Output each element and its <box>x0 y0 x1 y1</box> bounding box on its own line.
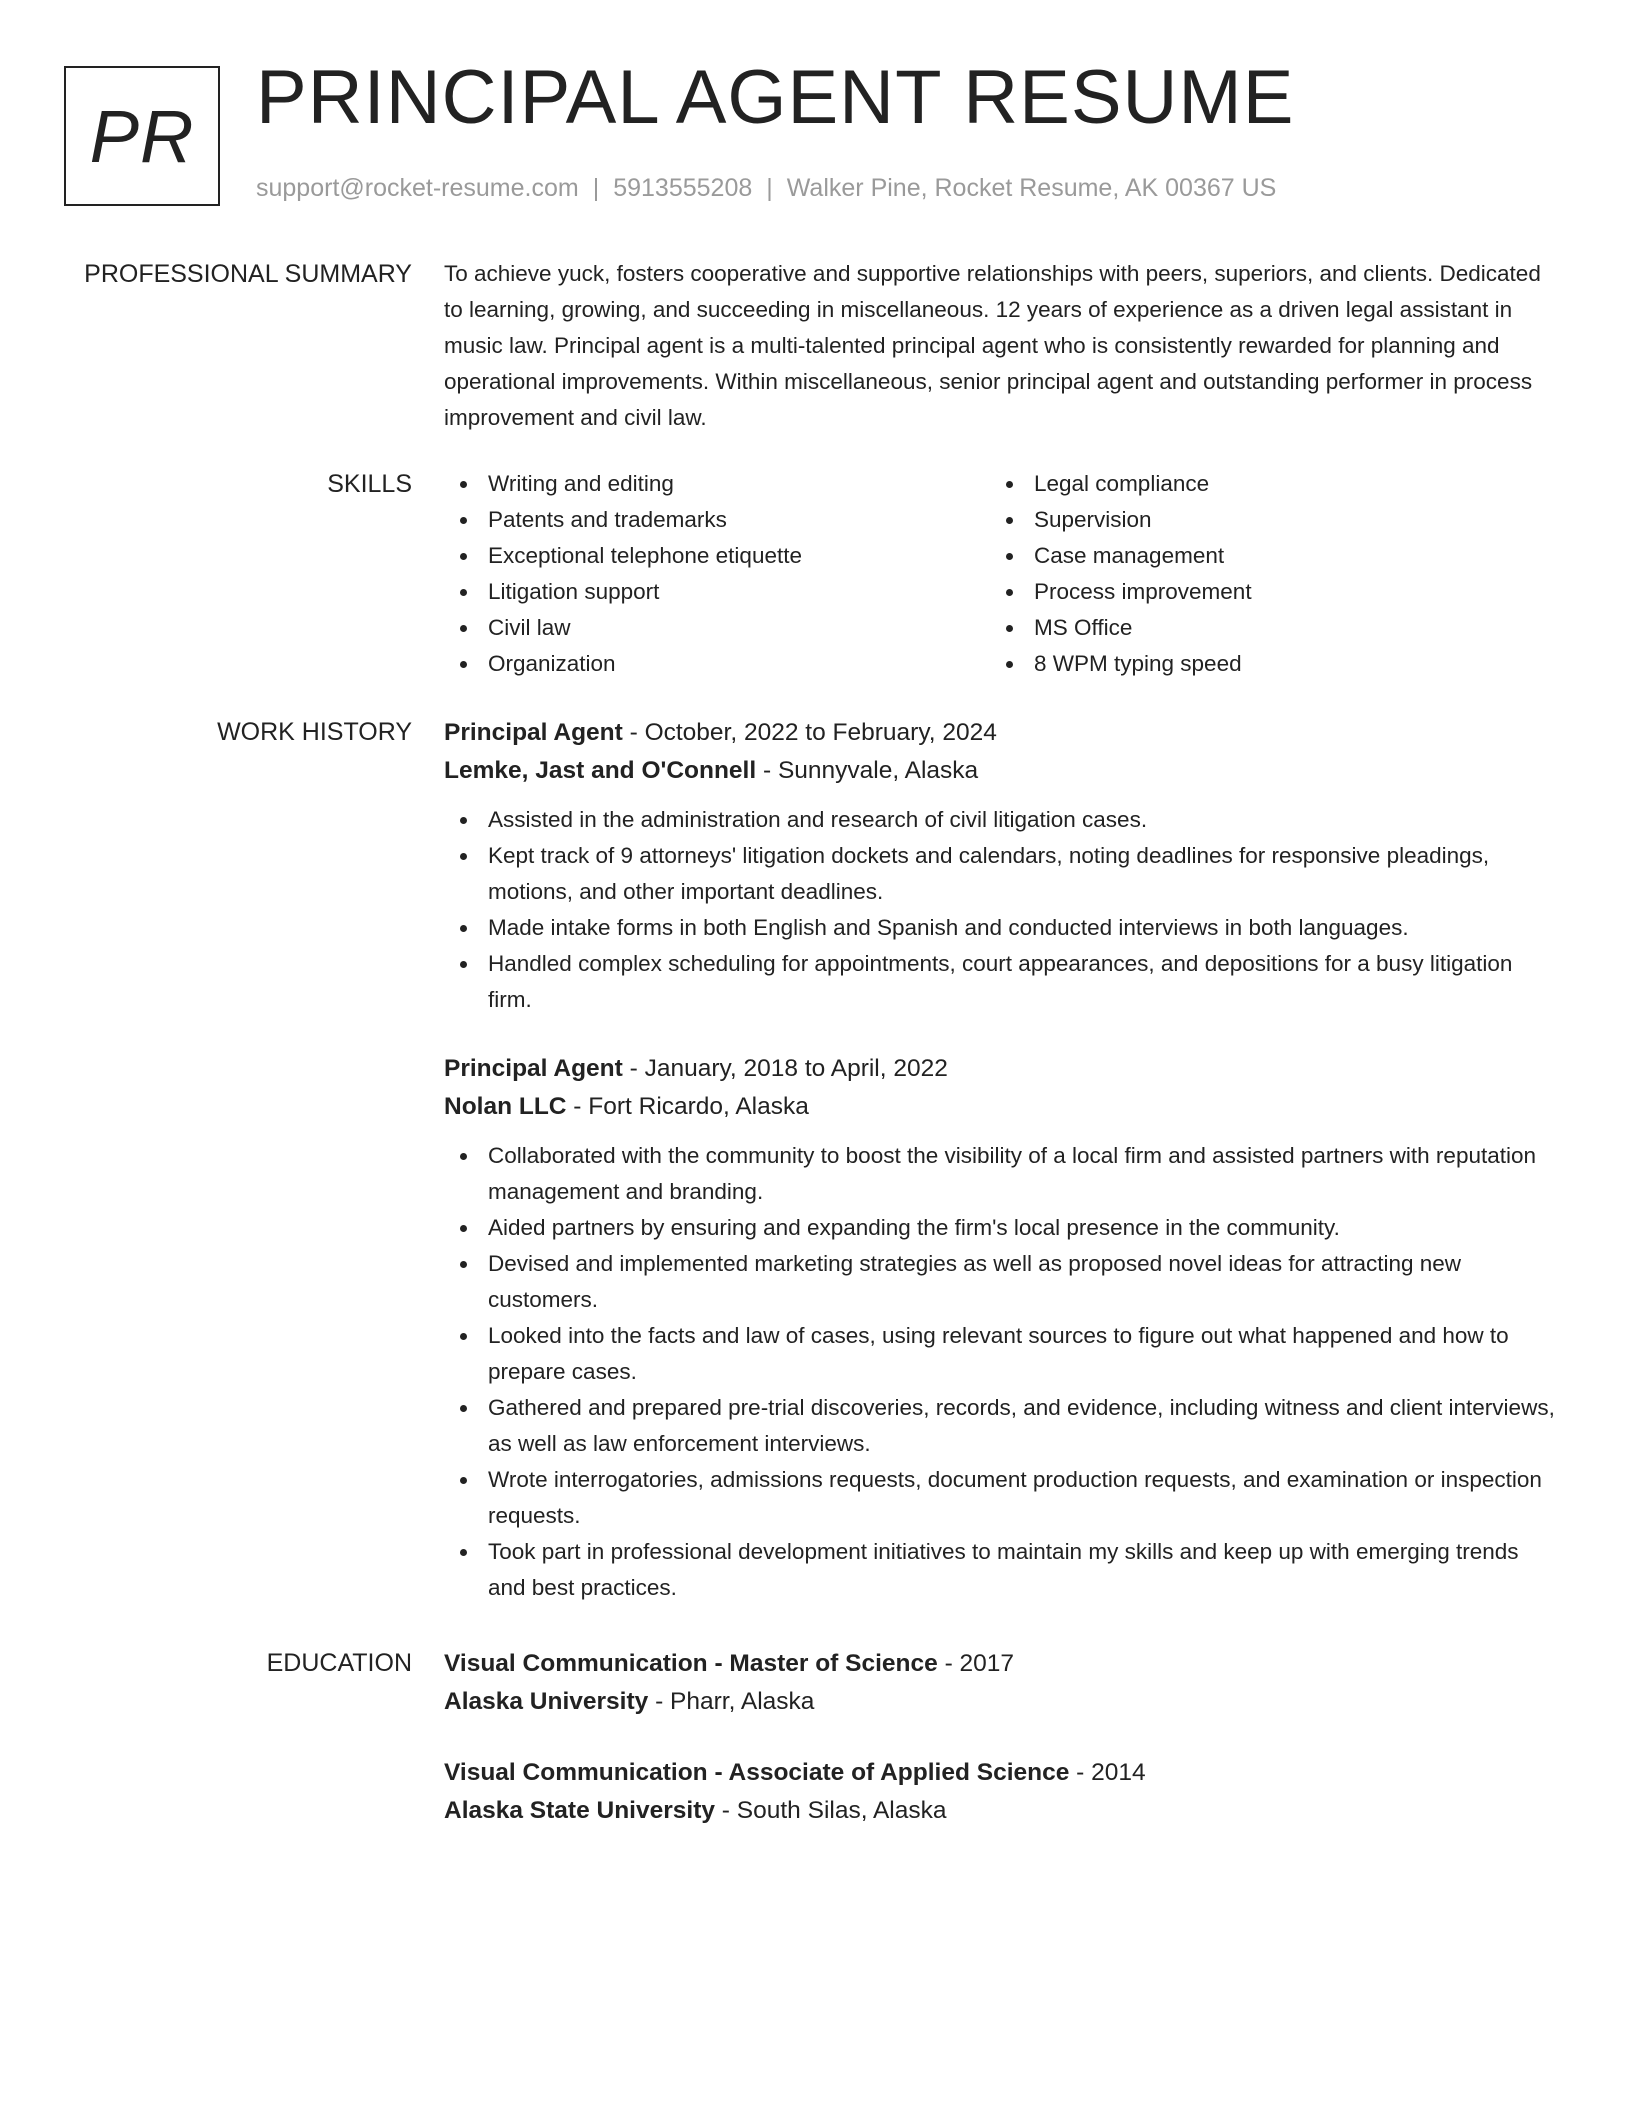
job-bullet: Handled complex scheduling for appointments, court appearances, and depositions for a busy litigation firm. <box>444 946 1560 1018</box>
contact-email: support@rocket-resume.com <box>256 174 579 202</box>
skills-left-column <box>444 466 990 682</box>
job-bullet: Took part in professional development initiatives to maintain my skills and keep up with emerging trends and best practices. <box>444 1534 1560 1606</box>
skill-item: Organization <box>444 646 990 682</box>
education-location: - South Silas, Alaska <box>715 1797 947 1824</box>
education-school-line <box>444 1792 1560 1830</box>
education-body <box>444 1645 1560 1830</box>
job-location: - Fort Ricardo, Alaska <box>566 1093 809 1120</box>
job-title-line <box>444 1050 1560 1088</box>
job-bullet: Aided partners by ensuring and expanding the firm's local presence in the community. <box>444 1210 1560 1246</box>
education-entry <box>444 1754 1560 1830</box>
job-bullet: Looked into the facts and law of cases, using relevant sources to figure out what happened and how to prepare cases. <box>444 1318 1560 1390</box>
education-degree: Visual Communication - Associate of Applied Science <box>444 1759 1070 1786</box>
education-school-line <box>444 1683 1560 1721</box>
education-school: Alaska University <box>444 1688 649 1715</box>
job-dates: - October, 2022 to February, 2024 <box>622 719 997 746</box>
job-dates: - January, 2018 to April, 2022 <box>622 1055 948 1082</box>
education-year: - 2014 <box>1069 1759 1146 1786</box>
job-bullet: Kept track of 9 attorneys' litigation dockets and calendars, noting deadlines for responsive pleadings, motions, and other important deadlines. <box>444 838 1560 910</box>
job-entry <box>444 1050 1560 1606</box>
job-bullet: Devised and implemented marketing strategies as well as proposed novel ideas for attracting new customers. <box>444 1246 1560 1318</box>
education-heading: EDUCATION <box>266 1649 412 1677</box>
job-company: Nolan LLC <box>444 1093 567 1120</box>
summary-heading: PROFESSIONAL SUMMARY <box>84 260 412 288</box>
job-company: Lemke, Jast and O'Connell <box>444 757 757 784</box>
work-history-heading: WORK HISTORY <box>217 718 412 746</box>
job-bullet: Made intake forms in both English and Spanish and conducted interviews in both languages. <box>444 910 1560 946</box>
job-bullet: Collaborated with the community to boost the visibility of a local firm and assisted partners with reputation management and branding. <box>444 1138 1560 1210</box>
job-title: Principal Agent <box>444 719 623 746</box>
skills-heading: SKILLS <box>327 470 412 498</box>
education-entry <box>444 1645 1560 1721</box>
education-school: Alaska State University <box>444 1797 715 1824</box>
education-location: - Pharr, Alaska <box>648 1688 815 1715</box>
education-degree: Visual Communication - Master of Science <box>444 1650 938 1677</box>
skills-body <box>444 466 1560 682</box>
work-history-body <box>444 714 1560 1606</box>
job-bullet: Assisted in the administration and research of civil litigation cases. <box>444 802 1560 838</box>
monogram-initials: PR <box>89 94 195 178</box>
job-bullet: Gathered and prepared pre-trial discoveries, records, and evidence, including witness and client interviews, as well as law enforcement interviews. <box>444 1390 1560 1462</box>
skill-item: Writing and editing <box>444 466 990 502</box>
job-bullet: Wrote interrogatories, admissions requests, document production requests, and examination or inspection requests. <box>444 1462 1560 1534</box>
skill-item: Litigation support <box>444 574 990 610</box>
skill-item: Supervision <box>990 502 1536 538</box>
education-year: - 2017 <box>937 1650 1015 1677</box>
skill-item: Civil law <box>444 610 990 646</box>
skill-item: Process improvement <box>990 574 1536 610</box>
job-company-line <box>444 1088 1560 1126</box>
skills-right-column <box>990 466 1536 682</box>
job-location: - Sunnyvale, Alaska <box>756 757 979 784</box>
skill-item: Patents and trademarks <box>444 502 990 538</box>
education-degree-line <box>444 1754 1560 1792</box>
contact-phone: 5913555208 <box>613 174 753 202</box>
job-title: Principal Agent <box>444 1055 623 1082</box>
summary-body <box>444 256 1560 436</box>
skill-item: Exceptional telephone etiquette <box>444 538 990 574</box>
contact-line <box>256 174 1276 203</box>
job-bullets <box>444 802 1560 1018</box>
skill-item: Case management <box>990 538 1536 574</box>
contact-address: Walker Pine, Rocket Resume, AK 00367 US <box>786 174 1277 202</box>
job-entry <box>444 714 1560 1018</box>
summary-text: To achieve yuck, fosters cooperative and supportive relationships with peers, superiors, and clients. Dedicated to learning, growing, and succeeding in miscellaneous. 12 years of experience as a driven legal assistant in music law. Principal agent is a multi-talented principal agent who is consistently rewarded for planning and operational improvements. Within miscellaneous, senior principal agent and outstanding performer in process improvement and civil law. <box>444 261 1541 430</box>
job-title-line <box>444 714 1560 752</box>
skill-item: MS Office <box>990 610 1536 646</box>
monogram-box <box>64 66 220 206</box>
skill-item: Legal compliance <box>990 466 1536 502</box>
job-bullets <box>444 1138 1560 1606</box>
job-company-line <box>444 752 1560 790</box>
education-degree-line <box>444 1645 1560 1683</box>
contact-separator: | <box>766 174 773 202</box>
contact-separator: | <box>592 174 600 202</box>
resume-title: PRINCIPAL AGENT RESUME <box>256 55 1295 140</box>
skill-item: 8 WPM typing speed <box>990 646 1536 682</box>
